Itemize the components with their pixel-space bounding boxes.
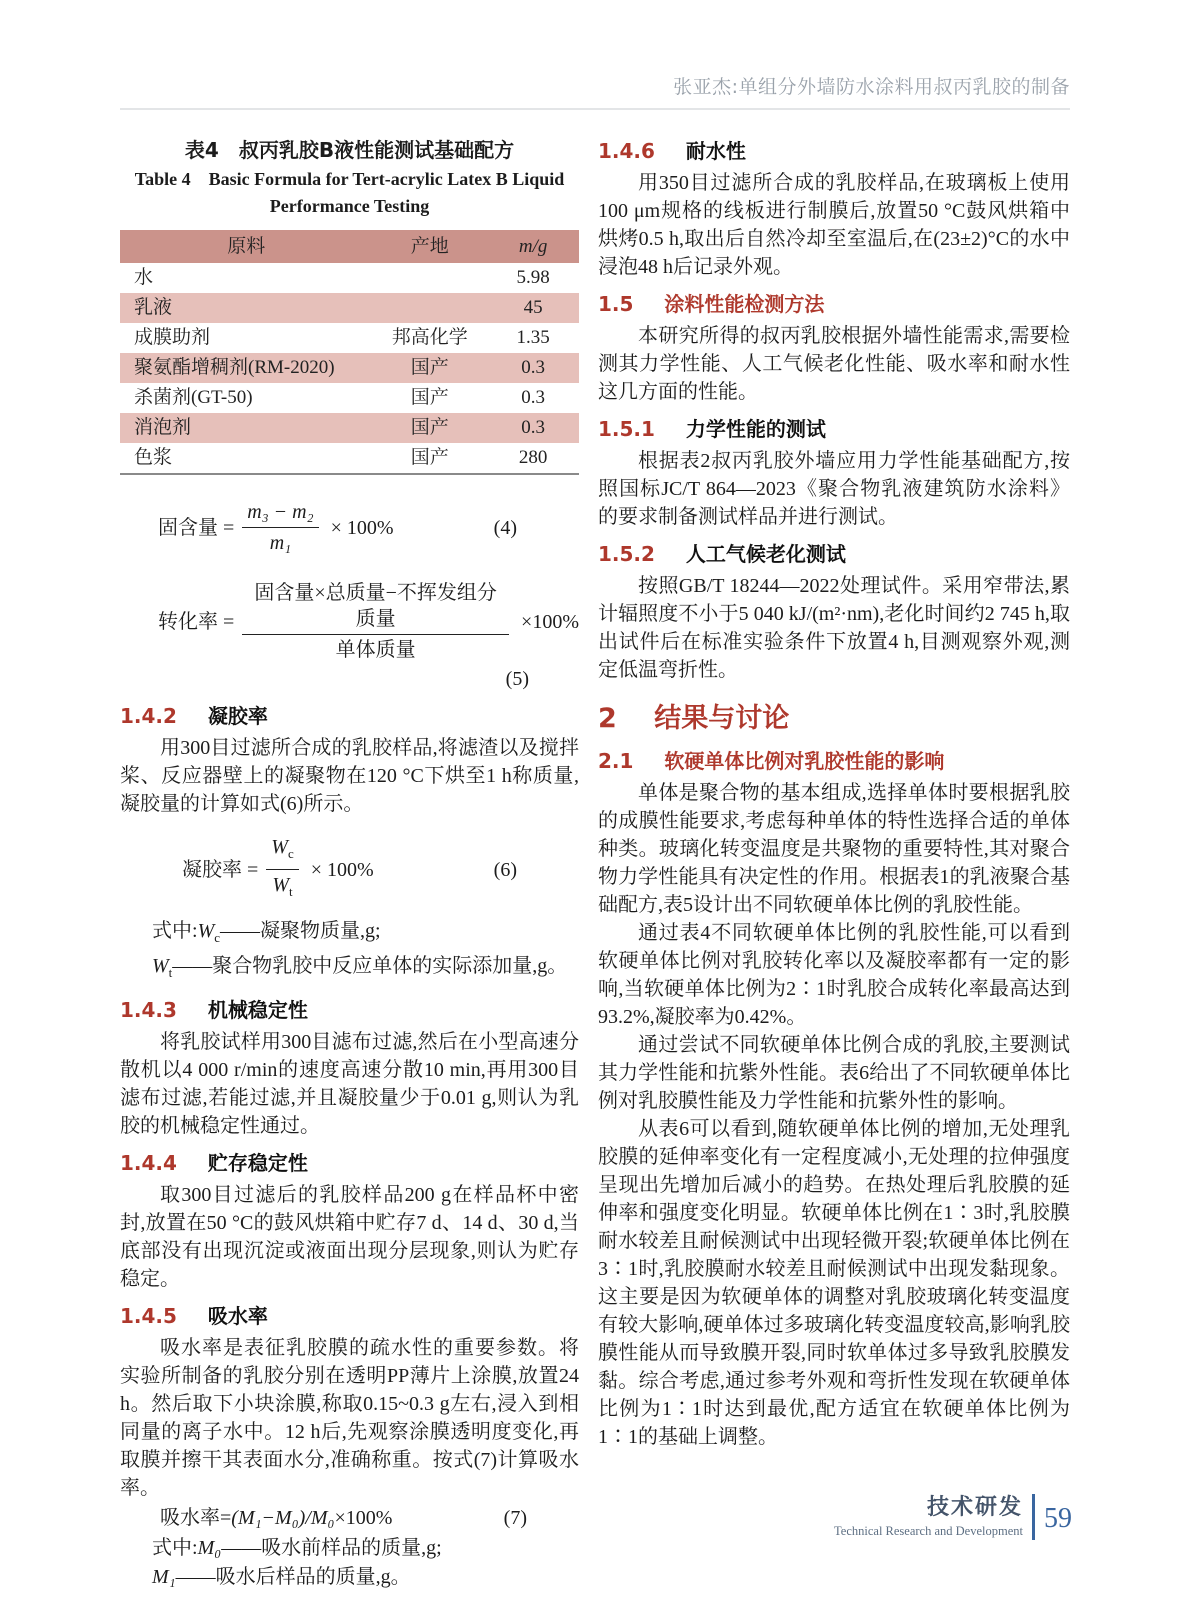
note-text: ——聚合物乳胶中反应单体的实际添加量,g。 [172, 955, 568, 977]
equation-note [120, 952, 579, 987]
cell-origin: 国产 [410, 387, 449, 408]
heading-title: 涂料性能检测方法 [664, 292, 825, 316]
fraction-denominator: 单体质量 [335, 639, 416, 661]
heading-1-4-6 [598, 136, 1070, 166]
equation-lhs: 固含量 = [158, 516, 235, 539]
cell-mass: 0.3 [521, 357, 545, 378]
paragraph-ratio-discussion: 从表6可以看到,随软硬单体比例的增加,无处理乳胶膜的延伸率变化有一定程度减小,无处理的拉伸强度呈现出先增加后减小的趋势。在热处理后乳胶膜的延伸率和强度变化明显。软硬单体比例在1∶3时,乳胶膜耐水较差且耐候测试中出现轻微开裂;软硬单体比例在3∶1时,乳胶膜耐水较差且耐候测试中出现发黏现象。这主要是因为软硬单体的调整对乳胶玻璃化转变温度有较大影响,硬单体过多玻璃化转变温度较高,影响乳胶膜性能从而导致膜开裂,同时软单体过多导致乳胶膜发黏。综合考虑,通过参考外观和弯折性发现在软硬单体比例为1∶1时达到最优,配方适宜在软硬单体比例为1∶1的基础上调整。 [598, 1118, 1070, 1448]
cell-material: 色浆 [134, 447, 173, 468]
equation-multiplier: × 100% [310, 858, 374, 881]
cell-material: 水 [134, 267, 154, 288]
table-row [120, 383, 579, 413]
paragraph-mechanical-test: 根据表2叔丙乳胶外墙应用力学性能基础配方,按照国标JC/T 864—2023《聚合物乳液建筑防水涂料》的要求制备测试样品并进行测试。 [598, 450, 1070, 528]
right-column [598, 136, 1070, 1451]
note-prefix: 式中: [152, 1537, 198, 1559]
note-text: ——凝聚物质量,g; [220, 920, 381, 942]
equation-conversion-rate [120, 580, 579, 663]
heading-title: 吸水率 [207, 1304, 268, 1328]
cell-material: 消泡剂 [134, 417, 192, 438]
table4-caption-zh: 表4 叔丙乳胶B液性能测试基础配方 [184, 138, 515, 162]
heading-title: 结果与讨论 [654, 703, 790, 734]
heading-title: 机械稳定性 [207, 998, 308, 1022]
paragraph-storage-stability: 取300目过滤后的乳胶样品200 g在样品杯中密封,放置在50 °C的鼓风烘箱中贮存7 d、14 d、30 d,当底部没有出现沉淀或液面出现分层现象,则认为贮存稳定。 [120, 1184, 579, 1290]
paragraph-gel-rate: 用300目过滤所合成的乳胶样品,将滤渣以及搅拌桨、反应器壁上的凝聚物在120 °C下烘至1 h称质量,凝胶量的计算如式(6)所示。 [120, 737, 579, 815]
heading-number: 1.4.6 [598, 139, 655, 163]
heading-title: 贮存稳定性 [207, 1151, 308, 1175]
heading-number: 1.4.3 [120, 998, 177, 1022]
table4-caption-en: Table 4 Basic Formula for Tert-acrylic Latex B Liquid Performance Testing [134, 169, 565, 216]
equation-solid-content [120, 499, 579, 556]
table4-col-material: 原料 [120, 230, 372, 263]
heading-number: 1.5.2 [598, 542, 655, 566]
variable: W [272, 874, 290, 896]
equation-note [120, 1534, 579, 1563]
fraction [266, 834, 298, 905]
paragraph-coating-test-methods: 本研究所得的叔丙乳胶根据外墙性能需求,需要检测其力学性能、人工气候老化性能、吸水率和耐水性这几方面的性能。 [598, 325, 1070, 403]
paragraph-water-absorption: 吸水率是表征乳胶膜的疏水性的重要参数。将实验所制备的乳胶分别在透明PP薄片上涂膜,放置24 h。然后取下小块涂膜,称取0.15~0.3 g左右,浸入到相同量的离子水中。12 h后,先观察涂膜透明度变化,再取膜并擦干其表面水分,准确称重。按式(7)计算吸水率。 [120, 1337, 579, 1499]
cell-mass: 280 [518, 447, 548, 468]
equation-gel-rate [120, 834, 579, 905]
equation-multiplier: ×100% [334, 1507, 393, 1529]
table-row [120, 263, 579, 293]
heading-number: 1.4.2 [120, 704, 177, 728]
equation-expression: (M₁−M₀)/M₀ [231, 1507, 335, 1529]
page-footer [834, 1494, 1072, 1540]
heading-1-4-5 [120, 1301, 579, 1331]
footer-divider-bar [1032, 1494, 1035, 1540]
heading-1-4-2 [120, 701, 579, 731]
heading-title: 凝胶率 [207, 704, 268, 728]
heading-number: 2 [598, 703, 617, 734]
cell-mass: 5.98 [516, 267, 550, 288]
heading-2-1 [598, 746, 1070, 776]
heading-1-5 [598, 289, 1070, 319]
cell-origin: 国产 [410, 447, 449, 468]
paragraph-conversion-results: 通过表4不同软硬单体比例的乳胶性能,可以看到软硬单体比例对乳胶转化率以及凝胶率都有一定的影响,当软硬单体比例为2∶1时乳胶合成转化率最高达到93.2%,凝胶率为0.42%。 [598, 922, 1070, 1028]
equation-multiplier: × 100% [330, 516, 394, 539]
cell-mass: 0.3 [521, 387, 545, 408]
note-prefix: 式中: [152, 920, 198, 942]
fraction-numerator [266, 834, 298, 870]
equation-number-line [120, 665, 579, 693]
fraction-numerator: 固含量×总质量−不挥发组分质量 [242, 580, 509, 635]
variable-subscript: c [214, 930, 221, 945]
heading-2-results [598, 700, 1070, 738]
heading-1-5-1 [598, 414, 1070, 444]
heading-1-4-4 [120, 1148, 579, 1178]
equation-lhs: 转化率 = [158, 610, 235, 633]
variable: M₁ [152, 1566, 176, 1588]
cell-origin: 国产 [410, 417, 449, 438]
equation-note [120, 917, 579, 952]
table-row [120, 443, 579, 474]
table4 [120, 230, 579, 475]
cell-material: 乳液 [134, 297, 173, 318]
cell-origin: 邦高化学 [391, 327, 468, 348]
equation-number: (7) [503, 1507, 527, 1529]
table4-col-origin: 产地 [372, 230, 487, 263]
heading-number: 1.4.4 [120, 1151, 177, 1175]
footer-section-labels [834, 1495, 1023, 1539]
variable: W [197, 920, 215, 942]
footer-section-en: Technical Research and Development [834, 1524, 1023, 1538]
paragraph-weathering-test: 按照GB/T 18244—2022处理试件。采用窄带法,累计辐照度不小于5 040 kJ/(m²·nm),老化时间约2 745 h,取出试件后在标准实验条件下放置4 h,目测观察外观,测定低温弯折性。 [598, 575, 1070, 681]
paragraph-monomer-intro: 单体是聚合物的基本组成,选择单体时要根据乳胶的成膜性能要求,考虑每种单体的特性选择合适的单体种类。玻璃化转变温度是共聚物的重要特性,其对聚合物力学性能具有决定性的作用。根据表1的乳液聚合基础配方,表5设计出不同软硬单体比例的乳胶性能。 [598, 782, 1070, 916]
variable-subscript: c [287, 846, 294, 861]
fraction-denominator: m₁ [269, 532, 292, 554]
equation-lhs: 凝胶率 = [182, 858, 259, 881]
heading-number: 1.5 [598, 292, 634, 316]
paragraph-mechanical-stability: 将乳胶试样用300目滤布过滤,然后在小型高速分散机以4 000 r/min的速度高速分散10 min,再用300目滤布过滤,若能过滤,并且凝胶量少于0.01 g,则认为乳胶的机械稳定性通过。 [120, 1031, 579, 1137]
fraction [242, 499, 318, 556]
equation-number: (5) [505, 668, 529, 690]
heading-title: 软硬单体比例对乳胶性能的影响 [664, 749, 945, 773]
fraction-denominator [266, 870, 298, 905]
cell-mass: 45 [523, 297, 543, 318]
fraction-numerator: m₃ − m₂ [242, 499, 318, 528]
heading-title: 耐水性 [685, 139, 746, 163]
equation-multiplier: ×100% [521, 610, 579, 633]
cell-origin [372, 263, 487, 293]
paragraph-water-resistance: 用350目过滤所合成的乳胶样品,在玻璃板上使用100 μm规格的线板进行制膜后,放置50 °C鼓风烘箱中烘烤0.5 h,取出后自然冷却至室温后,在(23±2)°C的水中浸泡48 h后记录外观。 [598, 172, 1070, 278]
table-row [120, 293, 579, 323]
heading-number: 2.1 [598, 749, 634, 773]
variable: W [152, 955, 169, 977]
footer-section-zh: 技术研发 [926, 1495, 1023, 1520]
equation-water-absorption [120, 1504, 579, 1532]
cell-mass: 1.35 [516, 327, 550, 348]
variable: M₀ [197, 1537, 222, 1559]
heading-number: 1.4.5 [120, 1304, 177, 1328]
cell-material: 聚氨酯增稠剂(RM-2020) [134, 357, 335, 378]
cell-origin [372, 293, 487, 323]
cell-mass: 0.3 [521, 417, 545, 438]
note-text: ——吸水前样品的质量,g; [221, 1537, 442, 1559]
page-header [0, 0, 1187, 110]
heading-number: 1.5.1 [598, 417, 655, 441]
note-text: ——吸水后样品的质量,g。 [175, 1566, 411, 1588]
table4-col-mass: m/g [487, 230, 579, 263]
page-number: 59 [1044, 1503, 1072, 1534]
heading-title: 人工气候老化测试 [685, 542, 846, 566]
left-column [120, 136, 579, 1592]
equation-number: (4) [493, 516, 517, 539]
table4-header [120, 230, 579, 263]
cell-material: 杀菌剂(GT-50) [134, 387, 253, 408]
equation-lhs: 吸水率= [160, 1507, 232, 1529]
cell-origin: 国产 [410, 357, 449, 378]
equation-note [120, 1563, 579, 1592]
variable: W [271, 836, 288, 858]
table-row [120, 353, 579, 383]
equation-number: (6) [493, 858, 517, 881]
table-row [120, 323, 579, 353]
table-row [120, 413, 579, 443]
running-head-title: 张亚杰:单组分外墙防水涂料用叔丙乳胶的制备 [673, 76, 1070, 98]
heading-title: 力学性能的测试 [685, 417, 826, 441]
variable-subscript: t [168, 965, 173, 980]
fraction [242, 580, 509, 663]
heading-1-4-3 [120, 995, 579, 1025]
two-column-body [0, 110, 1187, 1592]
paragraph-uv-test: 通过尝试不同软硬单体比例合成的乳胶,主要测试其力学性能和抗紫外性能。表6给出了不同软硬单体比例对乳胶膜性能及力学性能和抗紫外性的影响。 [598, 1034, 1070, 1112]
heading-1-5-2 [598, 539, 1070, 569]
cell-material: 成膜助剂 [134, 327, 211, 348]
variable-subscript: t [289, 884, 293, 899]
